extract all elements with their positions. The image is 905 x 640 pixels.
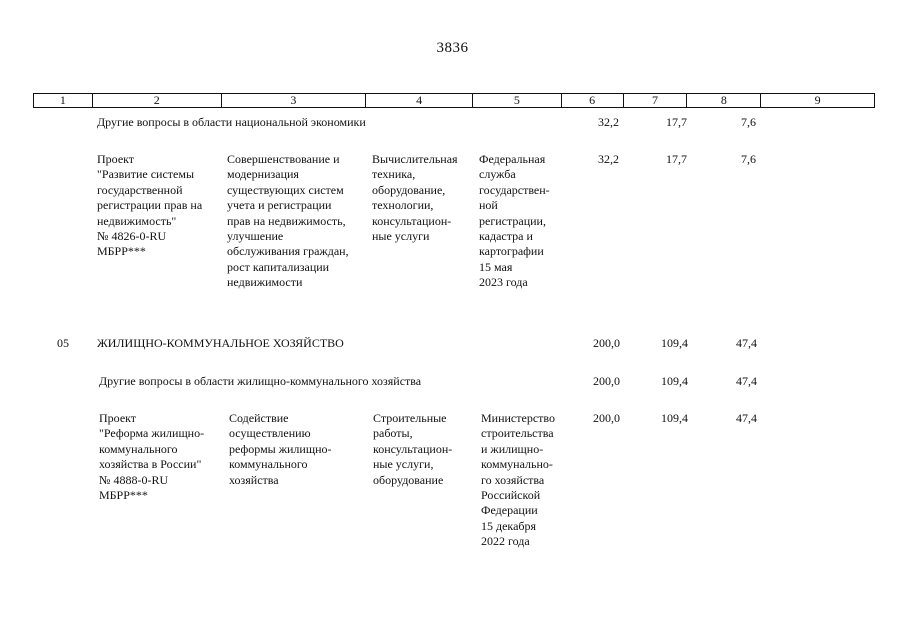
housing-other-col8: 47,4: [736, 374, 757, 388]
housing-title: ЖИЛИЩНО-КОММУНАЛЬНОЕ ХОЗЯЙСТВО: [97, 336, 344, 350]
housing-project-purpose: Содействие осуществлению реформы жилищно- коммунального хозяйства: [229, 411, 332, 487]
housing-project-type: Строительные работы, консультацион- ные услуги, оборудование: [373, 411, 453, 487]
housing-col6: 200,0: [593, 336, 620, 350]
housing-other-title: Другие вопросы в области жилищно-коммунального хозяйства: [99, 374, 422, 388]
housing-col7: 109,4: [661, 336, 688, 350]
econ-project-col8: 7,6: [741, 152, 756, 166]
econ-other-col8: 7,6: [741, 115, 756, 129]
header-col-8: 8: [686, 94, 760, 107]
housing-project-agency: Министерство строительства и жилищно- коммунально- го хозяйства Российской Федерации 15 декабря 2022 года: [481, 411, 555, 549]
housing-project-name: Проект "Реформа жилищно- коммунального хозяйства в России" № 4888-0-RU МБРР***: [99, 411, 205, 503]
econ-project-purpose: Совершенствование и модернизация существующих систем учета и регистрации прав на недвижимость, улучшение обслуживания граждан, рост капитализации недвижимости: [227, 152, 349, 290]
header-col-1: 1: [59, 93, 66, 107]
econ-project-col6: 32,2: [598, 152, 619, 166]
header-col-6: 6: [561, 94, 623, 107]
econ-project-agency: Федеральная служба государствен- ной регистрации, кадастра и картографии 15 мая 2023 года: [479, 152, 550, 290]
econ-other-title: Другие вопросы в области национальной экономики: [97, 115, 366, 129]
header-col-7: 7: [623, 94, 687, 107]
header-col-3: 3: [221, 94, 366, 107]
housing-project-col8: 47,4: [736, 411, 757, 425]
header-col-9: 9: [760, 94, 874, 107]
housing-col8: 47,4: [736, 336, 757, 350]
header-col-4: 4: [365, 94, 472, 107]
housing-other-col6: 200,0: [593, 374, 620, 388]
header-col-2: 2: [92, 94, 221, 107]
header-col-5: 5: [472, 94, 561, 107]
econ-project-type: Вычислительная техника, оборудование, технологии, консультацион- ные услуги: [372, 152, 458, 244]
housing-code: 05: [57, 336, 69, 350]
econ-other-col6: 32,2: [598, 115, 619, 129]
housing-project-col6: 200,0: [593, 411, 620, 425]
econ-project-name: Проект "Развитие системы государственной регистрации прав на недвижимость" № 4826-0-RU МБРР***: [97, 152, 203, 259]
page-number: 3836: [436, 40, 469, 56]
econ-project-col7: 17,7: [666, 152, 687, 166]
housing-project-col7: 109,4: [661, 411, 688, 425]
table-header-row: [33, 93, 875, 108]
housing-other-col7: 109,4: [661, 374, 688, 388]
econ-other-col7: 17,7: [666, 115, 687, 129]
